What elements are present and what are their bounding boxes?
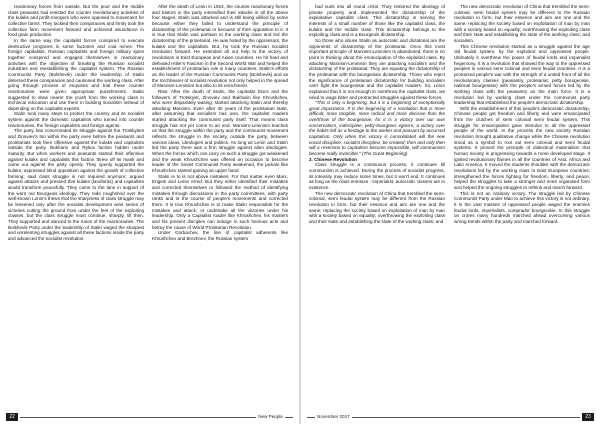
paragraph: In the same way the capitalist forces conspired to execute destructive programs in some factories and coal mines. The foreign capitalists, Russian capitalists and foreign military spies together conspired and engaged themselves in reactionary activities with the objective of breaking the Russian socialist industries and reestablishing the capitalist system. The Russian Communist Party (Bolshevik) under the leadership of Stalin detected these conspiracies and cautioned the working class. After going through process of enquiries and trial these counter reactionaries were given appropriate punishments. Stalin suggested to draw nearer the youth from the working class in technical education and use them in building socialism instead of depending on the capitalist experts. xyxy=(8,37,144,111)
paragraph: With the establishment of this people's democratic dictatorship, Chinese people got freedom and liberty and were emancipated from the clutches of semi colonial semi feudal system. This struggle for emancipation gave stimulus to all the oppressed people of the world. In the process the new society Russian revolution brought qualitative change while the Chinese revolution stood as a symbol to root out semi colonial and semi feudal systems. It proved the principle of dialectical materialism that human society is progressing towards a more developed stage. It ignited revolutionary flames in all the countries of Asia, Africa and Latin America. It moved the students shoulder with the democratic revolutions led by the working class in East European countries; strengthened the forces fighting for freedom, liberty, and peace; helped the struggles to take a stronger and more organised form and helped the ongoing struggles to rethink and march forward. xyxy=(454,105,590,190)
paragraph: reactionary forces from outside. But the poor and the middle class peasants had resisted the counter revolutionary activities of the kulaks and profit-mongers who were opposed to movement for collective farms. They tackled their conspiracies and firmly took the collective farm movement forward and achieved abundance in food grain production. xyxy=(8,4,144,38)
issue-date: November 2017 xyxy=(317,414,350,419)
paragraph: The party has concentrated its struggle against the Trotskyites and Zinoviev's trio within the party even before the peasants and proletariats took their offensive against the kulaks and capitalists outside the party. Bukharin and Rykov faction hidden under maturity. But when workers and peasants started their offensive against kulaks and capitalists this faction threw off its mask and came out against the party openly. They openly supported the kulaks, expressed blind opposition against the growth of collective farming; said class struggle is not required anymore; argued against attacks and pressed that kulaks (landlords) and capitalists would transform peacefully. They came to the lane in support of the worn out Bourgeois ideology. They rode roughshod over the well-known Lenin's thesis that the sharpness of class struggle may be lessened only after the socialist development wins series of victories cutting the ground from under the feet of the exploiting classes, but the class struggle must continue, sharply, till then. They supported and danced to the tunes of the reactionaries. The Bolshevik Party under the leadership of Stalin waged the sharpest and unrelenting struggles against all these factions inside the party and advanced the socialist revolution. xyxy=(8,128,144,241)
left-page xyxy=(0,0,299,424)
paragraph: The new democratic revolution of China that trembled the semi-colonial, semi feudal system may be different to the Russian revolution in form, but their essence and aim are one and the same; replacing the society based on exploitation of man by man with a society based on equality; overthrowing the exploiting class and their state and establishing the state of the working class; and socialism. xyxy=(454,4,590,43)
left-page-column-2 xyxy=(152,4,288,408)
paragraph: So those who abuse Stalin as autocratic and dictatorial are the opponents of dictatorship of the proletariat. Once this most important principle of Marxism-Leninism is abandoned, there is no point in thinking about the emancipation of the exploited class. By attacking Marxism-Leninism they are attacking socialism and the dictatorship of the proletariat. They are equating the dictatorship of the proletariat with the bourgeoisie dictatorship. Those who reject the significance of proletarian dictatorship for building socialism can't fight the bourgeoisie and the capitalist roaders. So, Lenin explained that it is not enough to overthrow the capitalist class, we need to wage bitter and protracted struggles against these forces. xyxy=(309,37,445,100)
paragraph: Under Gorbachev, the line of capitalist adherents like Khrushchev and Brezhnev, the Russian system xyxy=(152,230,288,241)
right-page-column-1 xyxy=(309,4,445,408)
paragraph: This is not an ordinary victory. The struggle led by Chinese Communist Party under Mao to achieve this victory is not ordinary. It is the vast masses of oppressed people waged the enemies feudal lords, imperialists, comprador bourgeoisie. In this struggle on crores many hundreds marched ahead overcoming various wrong trends within the party and marched forward. xyxy=(454,190,590,224)
page-number: 23 xyxy=(582,413,594,421)
paragraph: Stalin took many steps to protect the country and its socialist system against the domestic capitalists who turned into counter reactionaries, the foreign capitalists and foreign agents. xyxy=(8,111,144,128)
paragraph: had sunk into all round crisis. They restored the ideology of private property and implemented the dictatorship of the exploitative capitalist class. This dictatorship is serving the interests of a small number of those like the capitalist class, the kulaks and the middle class. This dictatorship belongs to the exploiting class and is a Bourgeois dictatorship. xyxy=(309,4,445,38)
right-page-column-2 xyxy=(454,4,590,408)
section-heading: 2. Chinese Revolution xyxy=(309,156,357,162)
paragraph: After the death of Lenin in 1924, the counter reactionary forces and traitors in the party intensified their attacks in all the above four stages. Stalin was attacked and is still being vilified by some because either they failed to understand the principle of dictatorship of the proletariat or because of their opposition to it. It is true that Stalin was partisan to the working class and led the dictatorship of the proletariat. He was hated by the oppressors, the kulaks and the capitalists. But, he took the Russian socialist revolution forward. He extended all out help to the victory of revolutions in East European and Asian countries. He hit hard and defeated Hitler's Fascism in the Second World War and helped the establishment of proletarian rule in many countries. Stalin's efforts as the leader of the Russian Communist Party (Bolshevik) and as the torchbearer of socialist revolution not only helped in the spread of Marxism-Leninism but also to its enrichment. xyxy=(152,4,288,89)
right-page-footer xyxy=(307,413,594,421)
paragraph: Stalin is to is not above mistakes. For that matter even Marx, Engels and Lenin erred. But they either identified their mistakes and corrected themselves or followed the method of identifying mistakes through discussions in the party committees, with party ranks and in the course of people's movements and corrected them. It is true Khrushchev is to make Stalin responsible for the mistakes and attack, or undertake all the victories under his leadership. Only a Capitalist roader like Khrushchev, his masters and his present disciples can indulge in such heinous acts and betray the cause of World Proletarian Revolution. xyxy=(152,173,288,230)
page-number: 22 xyxy=(6,413,18,421)
publication-name: New People xyxy=(258,414,283,419)
footer-rule xyxy=(20,417,293,418)
paragraph: Rise: After the death of Stalin, the capitalist blocs and the followers of Trotskyist, Zinoviev and Bukharin like Khrushchev, who were disparately waiting, started attacking Stalin and thereby attacking Marxism. Even after 40 years of the proletarian state, after assuming that socialism has won, the capitalist roaders started attacking the communist party itself. That means class struggle has not yet come to an end. Marxism-Leninism teaches us that the struggle within the party and the communist movement reflects the struggle in the society, outside the party, between various ideas, ideologies and politics. As long as Lenin and Stalin led the party there was a firm struggle against alien ideologies. When the forces which can carry on such a struggle got weakened and the weak Khrushchev was offered an occasion to become leader of the Soviet Communist Party weakened, the jackals like Khrushchev started gaining an upper hand. xyxy=(152,88,288,174)
paragraph: The new democratic revolution of China that trembled the semi-colonial, semi feudal system may be different from the Russian revolution in form, but their essence and aim are one and the same; replacing the society based on exploitation of man by man with a society based on equality; overthrowing the exploiting class and their state and establishing the state of the working class; and xyxy=(309,190,445,224)
left-page-column-1 xyxy=(8,4,144,408)
paragraph: Class struggle is a continuous process, it continues till communism is achieved. During the process of socialist progress, its intensity may reduce some times, but it won't end. It continues as long as the class enemies - imperialist, autocratic classes are in existence. xyxy=(309,162,445,190)
paragraph: This Chinese revolution started as a struggle against the age old feudal system, by the exploited and oppressed people. Ultimately it overthrew the power of feudal lords and imperialist hegemony. It is a revolution that showed the way to the oppressed peoples in various semi colonial and semi feudal countries. It is a protracted people's war with the strength of a united front of all the revolutionary classes (peasantry, proletariat, petty bourgeoisie, national bourgeoisie) with the people's armed forces led by the working class with the peasantry as the main force. It is a revolution led by working class under the communist party leadership that established the people's democratic dictatorship. xyxy=(454,43,590,106)
left-page-footer xyxy=(6,413,293,421)
quotation: "This is only a beginning, but it is a beginning of exceptionally great importance. It is the beginning of a revolution that is more difficult, more tangible, more radical and more decisive than the overthrow of the bourgeoisie, for it is a victory over our own conservatism, indiscipline, petty-bourgeois egoism, a victory over the habits left as a heritage to the worker and peasant by accursed capitalism. Only when this victory is consolidated will the new social discipline, socialist discipline, be created; then and only then will a reversion to capitalism become impossible, will communism become really invincible." (The Great Beginning) xyxy=(309,100,445,157)
right-page xyxy=(301,0,600,424)
